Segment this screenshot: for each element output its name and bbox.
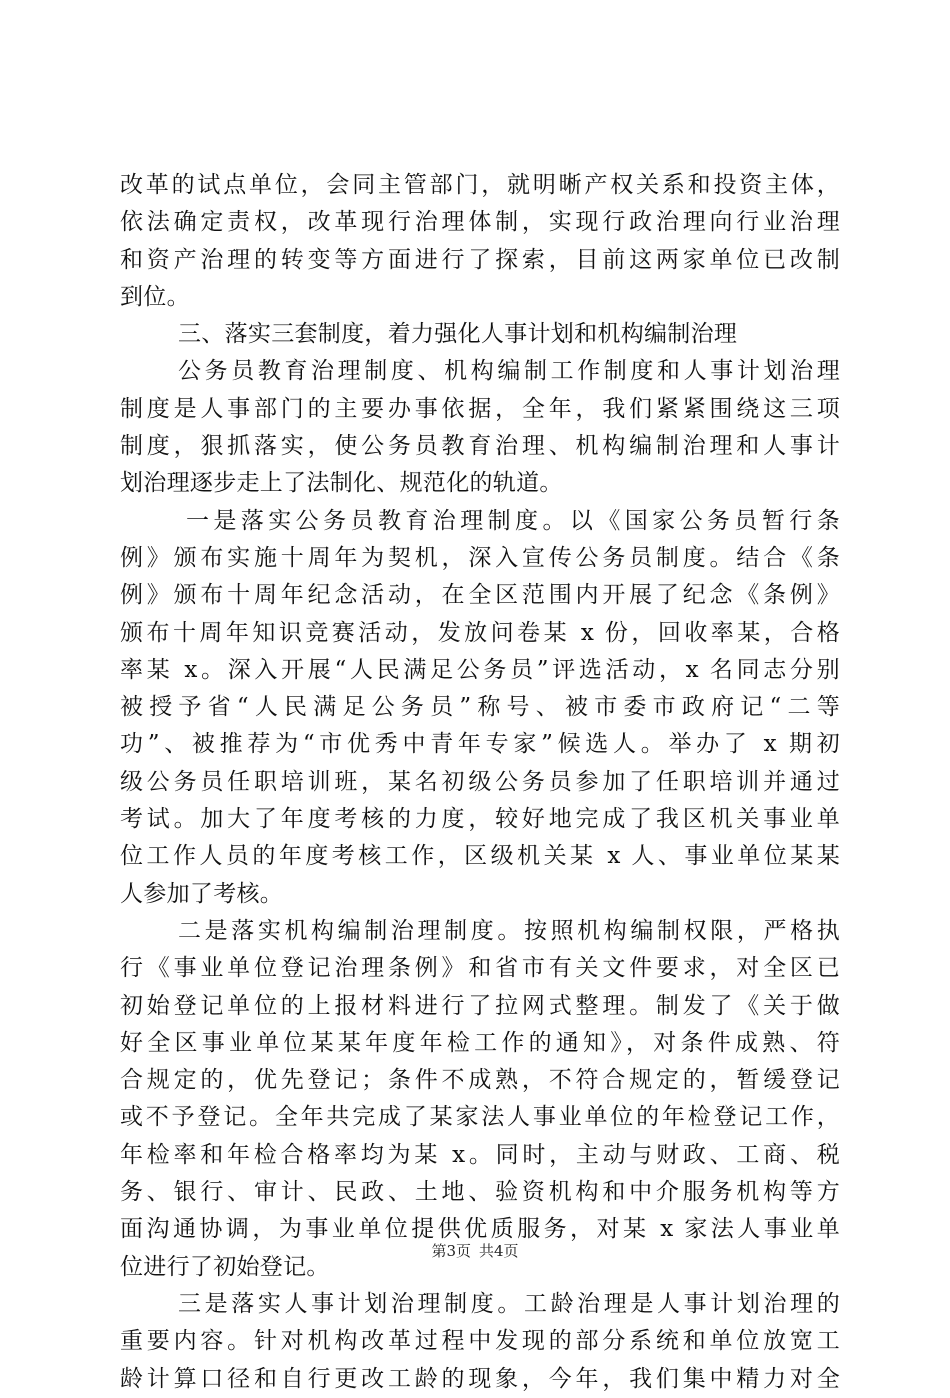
text-line: 率某 x。深入开展“人民满足公务员”评选活动，x 名同志分别: [120, 656, 840, 683]
document-body: [120, 167, 840, 1398]
text-line: 位进行了初始登记。: [120, 1253, 330, 1280]
text-line: 位工作人员的年度考核工作，区级机关某 x 人、事业单位某某: [120, 843, 840, 870]
text-line: 二是落实机构编制治理制度。按照机构编制权限，严格执: [178, 917, 840, 944]
text-line: 或不予登记。全年共完成了某家法人事业单位的年检登记工作，: [120, 1104, 840, 1131]
text-line: 务、银行、审计、民政、土地、验资机构和中介服务机构等方: [120, 1179, 840, 1206]
text-line: 三是落实人事计划治理制度。工龄治理是人事计划治理的: [178, 1290, 840, 1317]
text-line: 级公务员任职培训班，某名初级公务员参加了任职培训并通过: [120, 768, 840, 795]
text-line: 重要内容。针对机构改革过程中发现的部分系统和单位放宽工: [120, 1328, 840, 1355]
text-line: 颁布十周年知识竞赛活动，发放问卷某 x 份，回收率某，合格: [120, 619, 840, 646]
page-footer: [0, 1240, 950, 1261]
text-line: 考试。加大了年度考核的力度，较好地完成了我区机关事业单: [120, 806, 840, 833]
text-line: 制度，狠抓落实，使公务员教育治理、机构编制治理和人事计: [120, 433, 840, 460]
text-line: 龄计算口径和自行更改工龄的现象，今年，我们集中精力对全: [120, 1365, 840, 1392]
text-line: 好全区事业单位某某年度年检工作的通知》，对条件成熟、符: [120, 1029, 840, 1056]
text-line: 公务员教育治理制度、机构编制工作制度和人事计划治理: [178, 358, 840, 385]
text-line: 和资产治理的转变等方面进行了探索，目前这两家单位已改制: [120, 246, 840, 273]
text-line: 初始登记单位的上报材料进行了拉网式整理。制发了《关于做: [120, 992, 840, 1019]
text-line: 到位。: [120, 283, 190, 310]
text-line: 功”、被推荐为“市优秀中青年专家”候选人。举办了 x 期初: [120, 731, 840, 758]
section-heading: 三、落实三套制度，着力强化人事计划和机构编制治理: [178, 321, 738, 348]
text-line: 被授予省“人民满足公务员”称号、被市委市政府记“二等: [120, 694, 840, 721]
text-line: 例》颁布十周年纪念活动，在全区范围内开展了纪念《条例》: [120, 582, 840, 609]
page-number: 第3页: [431, 1242, 471, 1260]
text-line: 合规定的，优先登记；条件不成熟，不符合规定的，暂缓登记: [120, 1067, 840, 1094]
page-total: 共4页: [479, 1242, 519, 1260]
text-line: 制度是人事部门的主要办事依据，全年，我们紧紧围绕这三项: [120, 395, 840, 422]
text-line: 年检率和年检合格率均为某 x。同时，主动与财政、工商、税: [120, 1141, 840, 1168]
text-line: 划治理逐步走上了法制化、规范化的轨道。: [120, 470, 563, 497]
text-line: 面沟通协调，为事业单位提供优质服务，对某 x 家法人事业单: [120, 1216, 840, 1243]
text-line: 依法确定责权，改革现行治理体制，实现行政治理向行业治理: [120, 209, 840, 236]
text-line: 一是落实公务员教育治理制度。以《国家公务员暂行条: [186, 507, 840, 534]
text-line: 人参加了考核。: [120, 880, 284, 907]
text-line: 例》颁布实施十周年为契机，深入宣传公务员制度。结合《条: [120, 544, 840, 571]
text-line: 改革的试点单位，会同主管部门，就明晰产权关系和投资主体，: [120, 172, 840, 198]
text-line: 行《事业单位登记治理条例》和省市有关文件要求，对全区已: [120, 955, 840, 982]
